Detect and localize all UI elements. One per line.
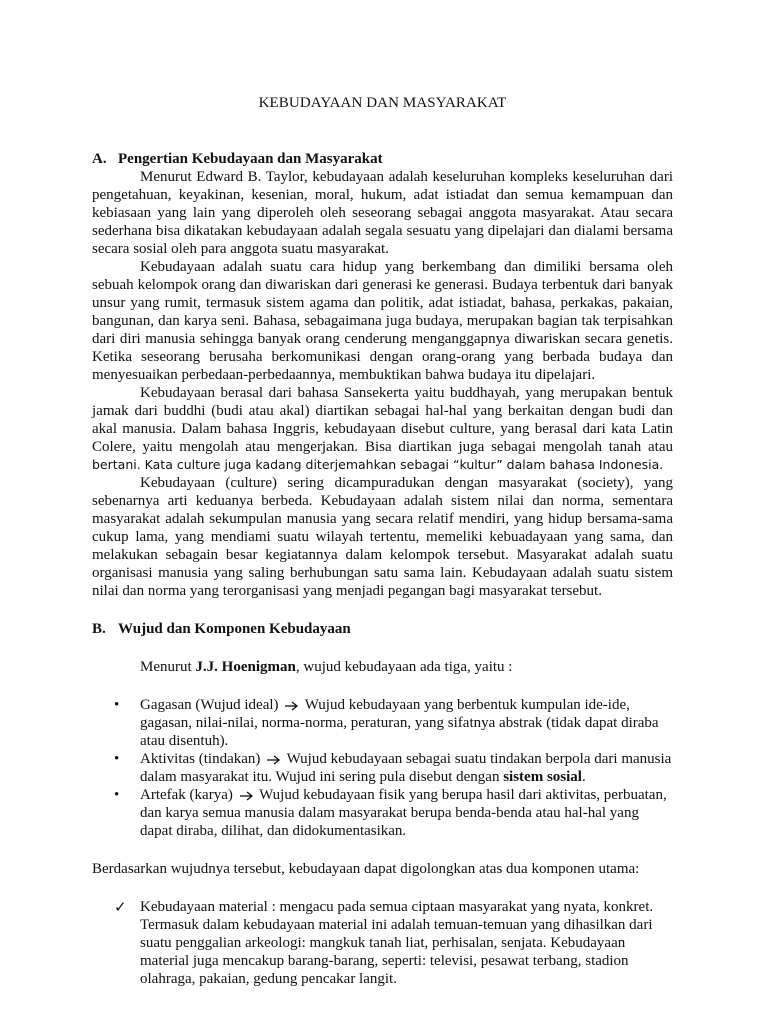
bullet-tail: .	[581, 769, 586, 785]
list-item	[92, 750, 673, 786]
list-item	[92, 696, 673, 750]
check-icon: ✓	[114, 900, 127, 916]
section-b-intro	[140, 658, 673, 676]
check-text: Kebudayaan material : mengacu pada semua ciptaan masyarakat yang nyata, konkret. Termasuk dalam kebudayaan material ini adalah temuan-temuan yang dihasilkan dari suatu penggalian arkeologi: mangkuk tanah liat, perhisalan, senjata. Kebudayaan material juga mencakup barang-barang, seperti: televisi, pesawat terbang, stadion olahraga, pakaian, gedung pencakar langit.	[140, 899, 654, 987]
list-item	[92, 898, 673, 988]
section-a-label: A.	[92, 151, 107, 167]
intro-pre: Menurut	[140, 659, 192, 675]
intro-name: J.J. Hoenigman	[195, 659, 296, 675]
section-b-heading-text: Wujud dan Komponen Kebudayaan	[118, 621, 351, 637]
bullet-term: Aktivitas (tindakan)	[140, 751, 261, 767]
section-b-heading	[92, 620, 673, 638]
arrow-right-icon	[266, 755, 281, 765]
bullet-icon: •	[114, 751, 120, 767]
paragraph-3-tail: bertani. Kata culture juga kadang diterjemahkan sebagai “kultur” dalam bahasa Indonesia.	[92, 457, 664, 472]
arrow-right-icon	[284, 701, 299, 711]
bullet-icon: •	[114, 787, 120, 803]
bullet-bold: sistem sosial	[503, 769, 582, 785]
section-a-heading-text: Pengertian Kebudayaan dan Masyarakat	[118, 151, 383, 167]
arrow-right-icon	[239, 791, 254, 801]
komponen-list	[92, 898, 673, 988]
bullet-term: Gagasan (Wujud ideal)	[140, 697, 279, 713]
section-a-heading	[92, 150, 673, 168]
document-title: KEBUDAYAAN DAN MASYARAKAT	[258, 95, 507, 111]
wujud-list	[92, 696, 673, 840]
bullet-icon: •	[114, 697, 120, 713]
bullet-desc: Wujud kebudayaan sebagai suatu tindakan berpola dari manusia dalam masyarakat itu. Wujud ini sering pula disebut dengan	[140, 751, 672, 785]
paragraph-4: Kebudayaan (culture) sering dicampuradukan dengan masyarakat (society), yang sebenarnya arti keduanya berbeda. Kebudayaan adalah sistem nilai dan norma, sementara masyarakat adalah sekumpulan manusia yang secara relatif mendiri, yang hidup bersama-sama cukup lama, yang mendiami suatu wilayah tertentu, memeliki kebuadayaan yang sama, dan melakukan sebagain besar kegiatannya dalam kelompok tersebut. Masyarakat adalah suatu organisasi manusia yang saling berhubungan satu sama lain. Kebudayaan adalah suatu sistem nilai dan norma yang terorganisasi yang menjadi pegangan bagi masyarakat tersebut.	[92, 475, 673, 599]
paragraph-3	[92, 384, 673, 474]
paragraph-1: Menurut Edward B. Taylor, kebudayaan adalah keseluruhan kompleks keseluruhan dari pengetahuan, keyakinan, kesenian, moral, hukum, adat istiadat dan semua kemampuan dan kebiasaan yang lain yang diperoleh oleh seseorang sebagai anggota masyarakat. Atau secara sederhana bisa dikatakan kebudayaan adalah segala sesuatu yang dipelajari dan dialami bersama secara sosial oleh para anggota suatu masyarakat.	[92, 169, 673, 257]
list-item	[92, 786, 673, 840]
paragraph-2: Kebudayaan adalah suatu cara hidup yang berkembang dan dimiliki bersama oleh sebuah kelompok orang dan diwariskan dari generasi ke generasi. Budaya terbentuk dari banyak unsur yang rumit, termasuk sistem agama dan politik, adat istiadat, bahasa, perkakas, pakaian, bangunan, dan karya seni. Bahasa, sebagaimana juga budaya, merupakan bagian tak terpisahkan dari diri manusia sehingga banyak orang cenderung menganggapnya diwariskan secara genetis. Ketika seseorang berusaha berkomunikasi dengan orang-orang yang berbada budaya dan menyesuaikan perbedaan-perbedaannya, membuktikan bahwa budaya itu dipelajari.	[92, 259, 673, 383]
summary-text: Berdasarkan wujudnya tersebut, kebudayaan dapat digolongkan atas dua komponen utama:	[92, 861, 640, 877]
section-b-label: B.	[92, 621, 106, 637]
bullet-term: Artefak (karya)	[140, 787, 233, 803]
paragraph-3-body: Kebudayaan berasal dari bahasa Sansekerta yaitu buddhayah, yang merupakan bentuk jamak dari buddhi (budi atau akal) diartikan sebagai hal-hal yang berkaitan dengan budi dan akal manusia. Dalam bahasa Inggris, kebudayaan disebut culture, yang berasal dari kata Latin Colere, yaitu mengolah atau mengerjakan. Bisa diartikan juga sebagai mengolah tanah atau	[92, 385, 673, 455]
intro-post: , wujud kebudayaan ada tiga, yaitu :	[295, 659, 513, 675]
bullet-desc: Wujud kebudayaan fisik yang berupa hasil dari aktivitas, perbuatan, dan karya semua manusia dalam masyarakat berupa benda-benda atau hal-hal yang dapat diraba, dilihat, dan didokumentasikan.	[140, 787, 667, 839]
bullet-desc: Wujud kebudayaan yang berbentuk kumpulan ide-ide, gagasan, nilai-nilai, norma-norma, peraturan, yang sifatnya abstrak (tidak dapat diraba atau disentuh).	[140, 697, 659, 749]
